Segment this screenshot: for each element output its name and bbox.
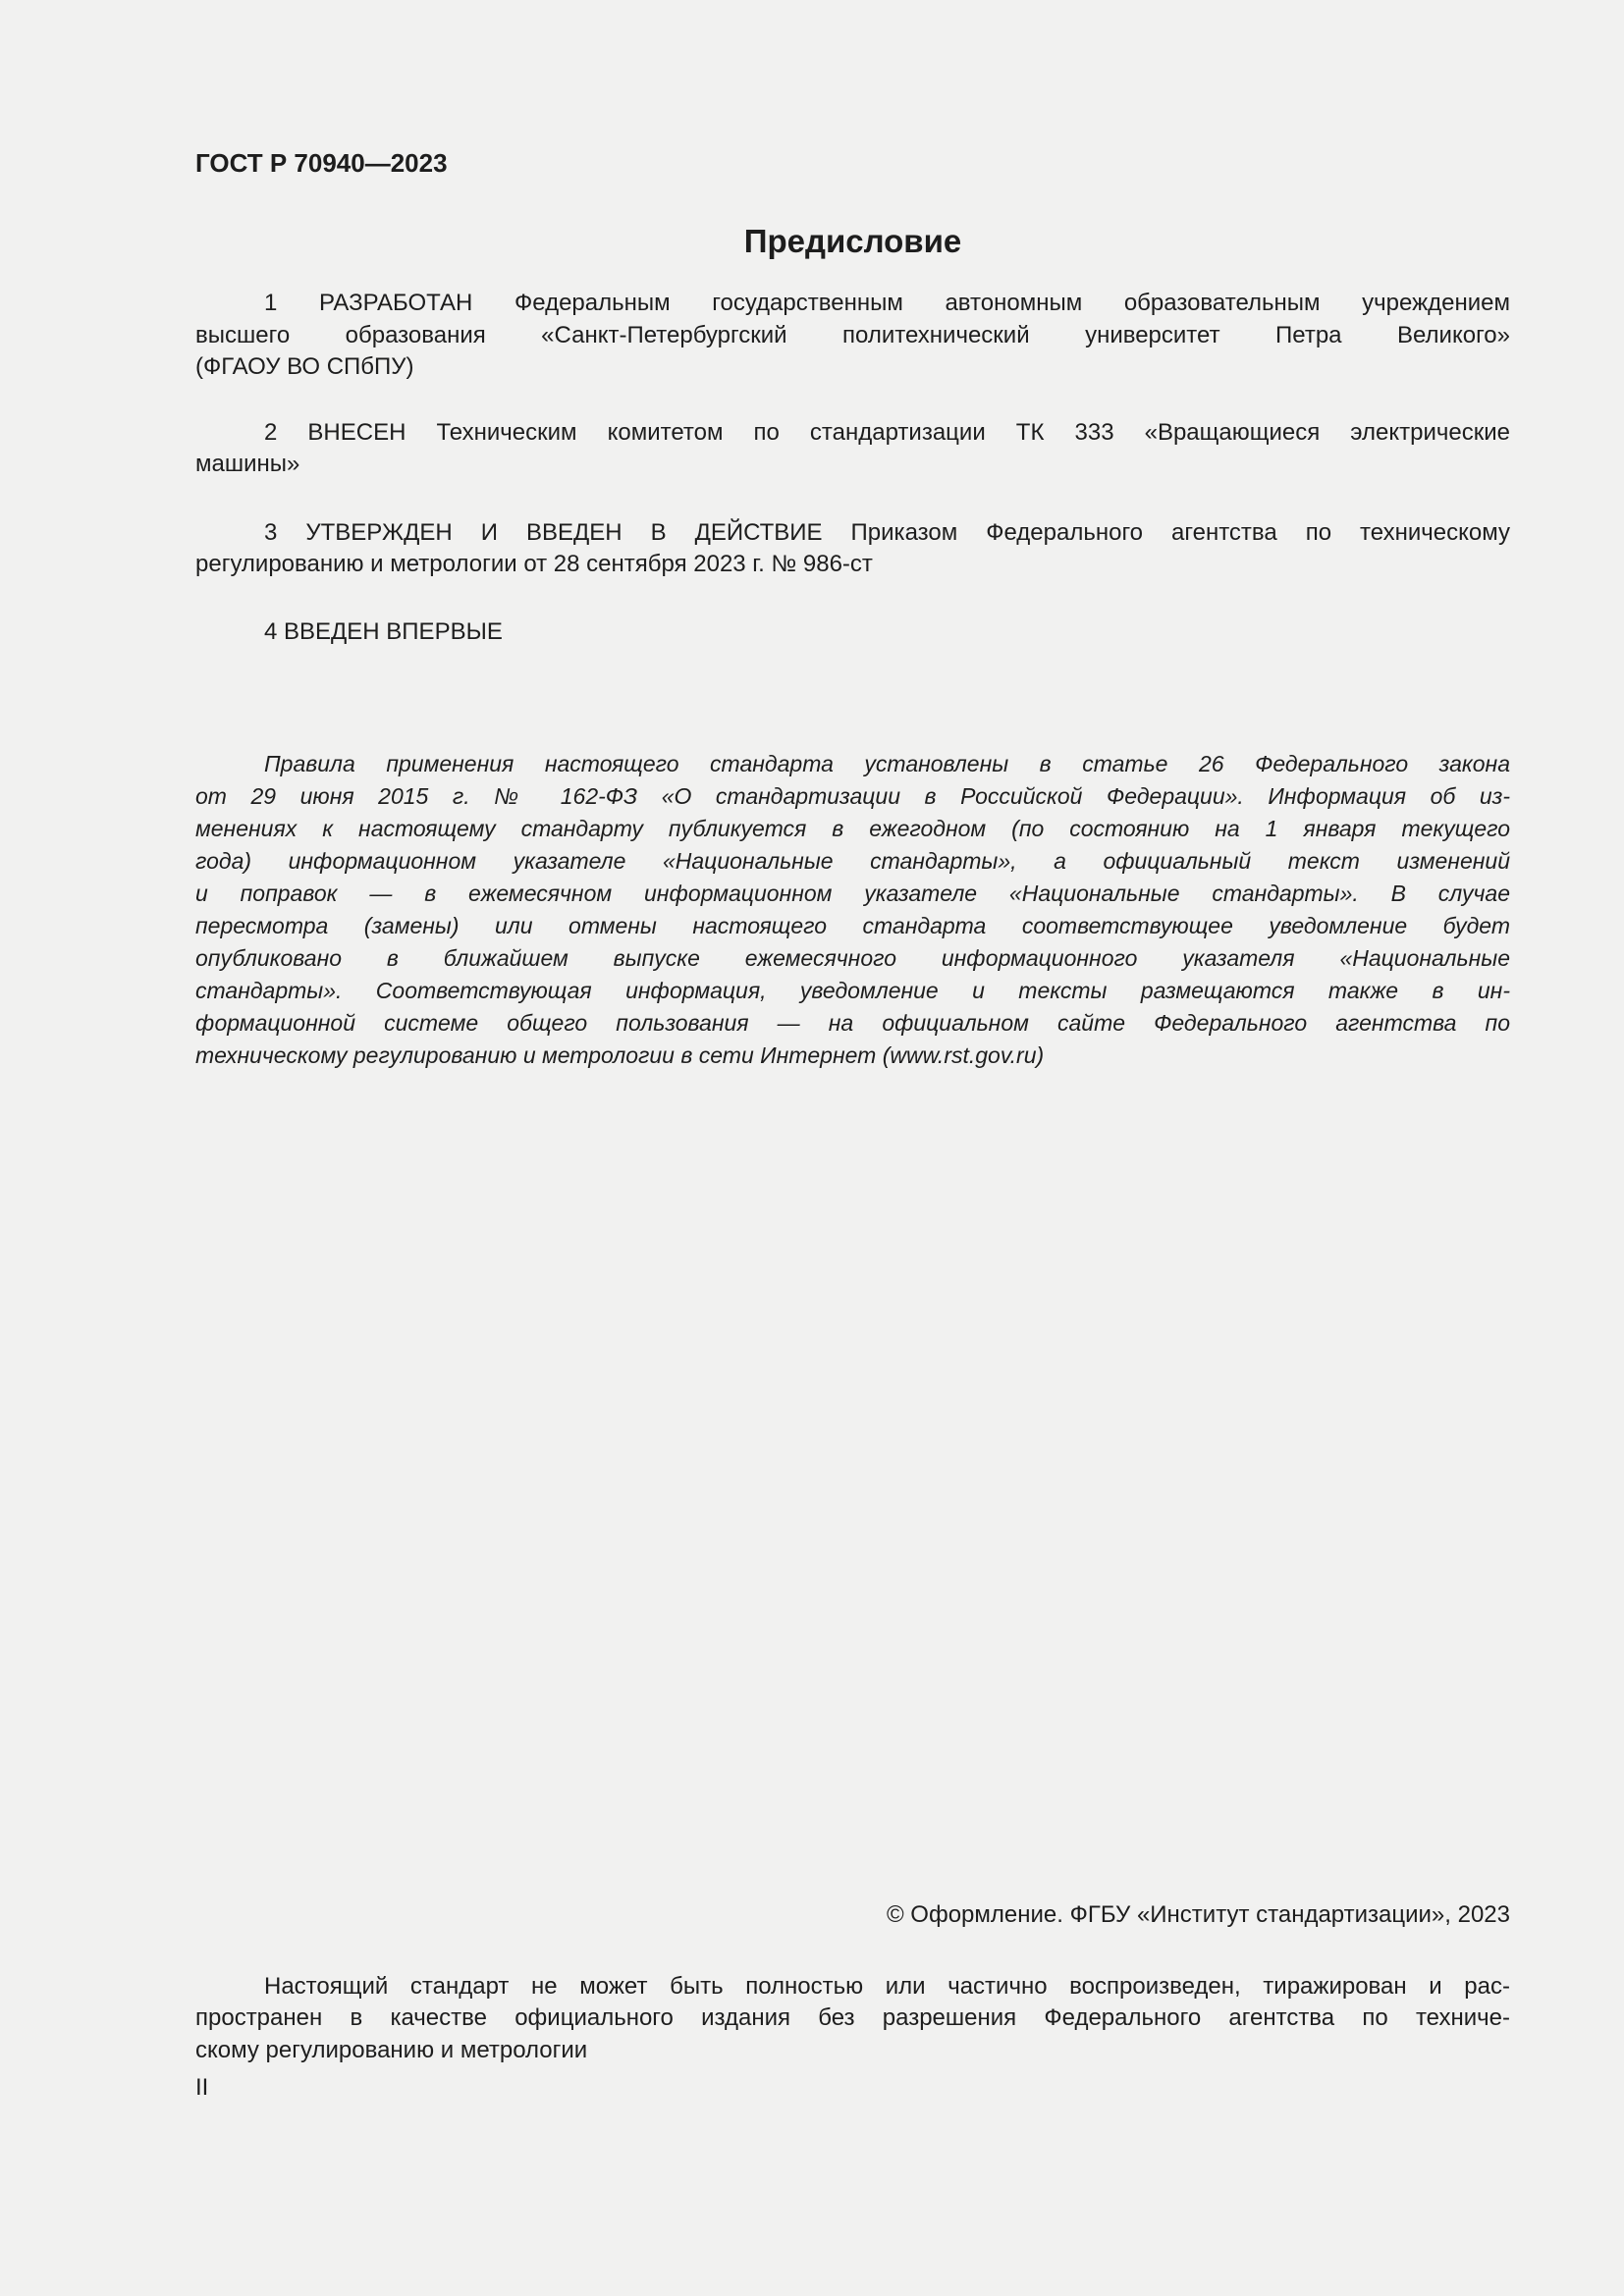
text-line: года) информационном указателе «Национальные стандарты», а официальный текст изменений: [195, 848, 1510, 874]
text-line: Настоящий стандарт не может быть полностью или частично воспроизведен, тиражирован и рас-: [264, 1972, 1510, 2000]
text-line: машины»: [195, 451, 300, 477]
text-line: высшего образования «Санкт-Петербургский политехнический университет Петра Великого»: [195, 321, 1510, 348]
text-line: опубликовано в ближайшем выпуске ежемесячного информационного указателя «Национальные: [195, 945, 1510, 971]
standard-code: ГОСТ Р 70940—2023: [195, 148, 448, 178]
reproduction-restriction: [195, 1971, 1510, 2067]
text-line: от 29 июня 2015 г. № 162-ФЗ «О стандартизации в Российской Федерации». Информация об из-: [195, 783, 1510, 809]
text-line: Правила применения настоящего стандарта установлены в статье 26 Федерального закона: [264, 751, 1510, 776]
text-line: стандарты». Соответствующая информация, уведомление и тексты размещаются также в ин-: [195, 978, 1510, 1003]
clause-approved: [195, 517, 1510, 581]
text-line: скому регулированию и метрологии: [195, 2036, 588, 2063]
text-line: (ФГАОУ ВО СПбПУ): [195, 353, 414, 380]
application-rules-notice: [195, 748, 1510, 1072]
page-title: Предисловие: [743, 223, 962, 259]
text-line: формационной системе общего пользования — на официальном сайте Федерального агентства по: [195, 1010, 1510, 1036]
clause-developed: [195, 288, 1510, 384]
text-line: регулированию и метрологии от 28 сентября 2023 г. № 986-ст: [195, 551, 873, 577]
text-line: и поправок — в ежемесячном информационном указателе «Национальные стандарты». В случае: [195, 881, 1510, 906]
text-line: 4 ВВЕДЕН ВПЕРВЫЕ: [264, 617, 503, 645]
text-line: техническому регулированию и метрологии в сети Интернет (www.rst.gov.ru): [195, 1042, 1045, 1068]
text-line: менениях к настоящему стандарту публикуется в ежегодном (по состоянию на 1 января текущего: [195, 816, 1510, 841]
copyright-line: © Оформление. ФГБУ «Институт стандартизации», 2023: [886, 1901, 1510, 1928]
text-line: 1 РАЗРАБОТАН Федеральным государственным автономным образовательным учреждением: [264, 290, 1510, 316]
clause-introduced-first-time: [195, 616, 1510, 649]
text-line: 3 УТВЕРЖДЕН И ВВЕДЕН В ДЕЙСТВИЕ Приказом Федерального агентства по техническому: [264, 518, 1510, 546]
text-line: пересмотра (замены) или отмены настоящего стандарта соответствующее уведомление будет: [195, 913, 1510, 938]
clause-submitted: [195, 417, 1510, 481]
page-number: II: [195, 2074, 209, 2101]
text-line: пространен в качестве официального издания без разрешения Федерального агентства по техниче-: [195, 2004, 1510, 2031]
text-line: 2 ВНЕСЕН Техническим комитетом по стандартизации ТК 333 «Вращающиеся электрические: [264, 418, 1510, 446]
